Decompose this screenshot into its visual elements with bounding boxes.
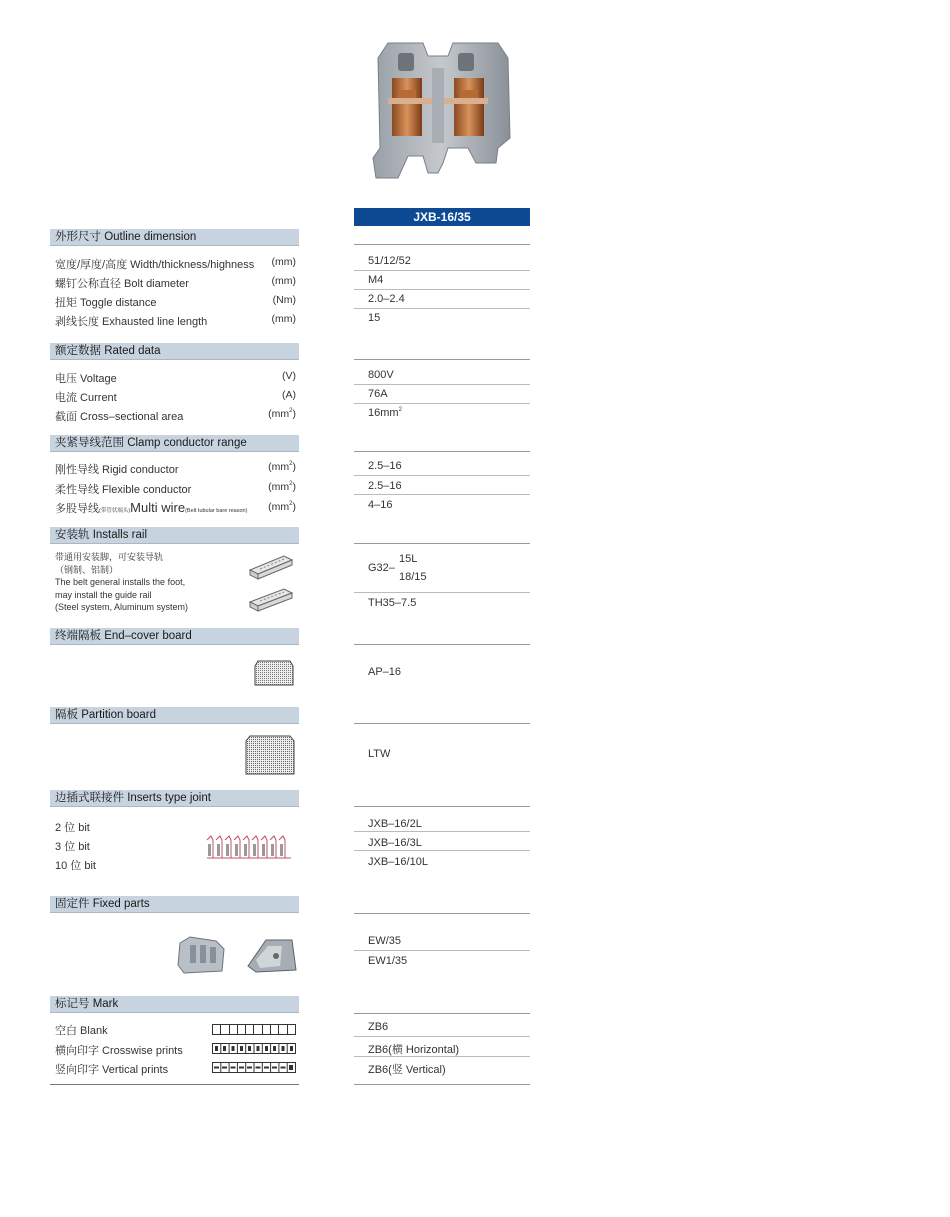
row-value: 76A (368, 388, 388, 400)
row-label: 电流 Current (55, 392, 117, 404)
row-label: 剥线长度 Exhausted line length (55, 316, 208, 328)
rule (354, 592, 530, 593)
row-unit: (mm) (271, 313, 296, 325)
row-value: ZB6 (368, 1021, 389, 1033)
row-value: JXB–16/10L (368, 856, 428, 868)
row-unit-sq: $(mm^2)$ (268, 501, 296, 513)
rule (354, 644, 530, 645)
terminal-block-image (368, 38, 516, 182)
row-value: 2.0–2.4 (368, 293, 405, 305)
rule (354, 806, 530, 807)
rail-note: 带通用安装脚，可安装导轨 （钢制、铝制） The belt general installs the foot, may install the guide rail (Steel system, Aluminum system) (55, 552, 189, 612)
row-value: 15 (368, 312, 381, 324)
row-label: 竖向印字 Vertical prints (55, 1064, 169, 1076)
section-header-mark: 标记号 Mark (50, 996, 299, 1013)
row-label: 螺钉公称直径 Bolt diameter (55, 278, 189, 290)
row-label-multiwire: 多股导线(带管状端头)Multi wire(Belt tubular bare reason) (55, 500, 248, 515)
row-label: 扭矩 Toggle distance (55, 297, 157, 309)
rail-value-top: 15L (399, 553, 418, 565)
row-label: 3 位 bit (55, 841, 90, 853)
partition-image (245, 735, 295, 775)
rule (354, 831, 530, 832)
row-value: 2.5–16 (368, 480, 402, 492)
row-value: ZB6(横 Horizontal) (368, 1044, 460, 1056)
mark-vertical-icon (212, 1062, 296, 1073)
row-label: 10 位 bit (55, 860, 96, 872)
rule (354, 244, 530, 245)
row-label: 2 位 bit (55, 822, 90, 834)
rule (354, 494, 530, 495)
row-unit: (Nm) (272, 294, 296, 306)
bottom-rule-right (354, 1084, 530, 1085)
row-unit: (V) (282, 370, 296, 382)
mark-crosswise-icon (212, 1043, 296, 1054)
rail-value2: TH35–7.5 (368, 597, 417, 609)
row-unit-sq: $(mm^2)$ (268, 408, 296, 420)
rail-value-bottom: 18/15 (399, 571, 427, 583)
rule (354, 403, 530, 404)
section-header-fixed: 固定件 Fixed parts (50, 896, 299, 913)
mark-blank-icon (212, 1024, 296, 1035)
endcover-image (254, 660, 294, 686)
row-label: 柔性导线 Flexible conductor (55, 484, 192, 496)
product-title: JXB-16/35 (354, 208, 530, 226)
fixed-part-image-1 (176, 935, 228, 975)
row-label: 横向印字 Crosswise prints (55, 1045, 183, 1057)
row-label: 截面 Cross–sectional area (55, 411, 184, 423)
rule (354, 270, 530, 271)
row-label: 刚性导线 Rigid conductor (55, 464, 179, 476)
row-unit: (mm) (271, 256, 296, 268)
fixed-part-image-2 (246, 936, 298, 974)
row-value: 800V (368, 369, 394, 381)
row-value: 51/12/52 (368, 255, 411, 267)
rule (354, 475, 530, 476)
rule (354, 1056, 530, 1057)
row-unit-sq: $(mm^2)$ (268, 461, 296, 473)
bottom-rule-left (50, 1084, 299, 1085)
row-value: JXB–16/3L (368, 837, 422, 849)
section-header-outline: 外形尺寸 Outline dimension (50, 229, 299, 246)
insert-joint-image (205, 834, 293, 862)
rule (354, 289, 530, 290)
row-unit: (A) (282, 389, 296, 401)
endcover-value: AP–16 (368, 666, 402, 678)
row-value: M4 (368, 274, 384, 286)
rule (354, 359, 530, 360)
section-header-rated: 额定数据 Rated data (50, 343, 299, 360)
fixed-value-1: EW/35 (368, 935, 402, 947)
section-header-inserts: 边插式联接件 Inserts type joint (50, 790, 299, 807)
row-unit-sq: $(mm^2)$ (268, 481, 296, 493)
partition-value: LTW (368, 748, 391, 760)
row-unit: (mm) (271, 275, 296, 287)
rail-image-bottom (246, 586, 296, 614)
section-header-partition: 隔板 Partition board (50, 707, 299, 724)
row-value: JXB–16/2L (368, 818, 422, 830)
rule (354, 308, 530, 309)
section-header-clamp: 夹紧导线范围 Clamp conductor range (50, 435, 299, 452)
rule (354, 543, 530, 544)
row-value: 2.5–16 (368, 460, 402, 472)
rule (354, 1013, 530, 1014)
rule (354, 950, 530, 951)
section-header-rail: 安装轨 Installs rail (50, 527, 299, 544)
row-value: ZB6(竖 Vertical) (368, 1064, 446, 1076)
rail-image-top (246, 552, 296, 582)
row-label: 宽度/厚度/高度 Width/thickness/highness (55, 259, 255, 271)
row-value-sq: $16mm^2$ (368, 407, 402, 419)
rule (354, 451, 530, 452)
rule (354, 850, 530, 851)
row-label: 电压 Voltage (55, 373, 117, 385)
rule (354, 913, 530, 914)
row-label: 空白 Blank (55, 1025, 108, 1037)
rule (354, 384, 530, 385)
fixed-value-2: EW1/35 (368, 955, 408, 967)
rule (354, 723, 530, 724)
rule (354, 1036, 530, 1037)
section-header-endcover: 终端隔板 End–cover board (50, 628, 299, 645)
rail-value-prefix: G32– (368, 562, 395, 574)
row-value: 4–16 (368, 499, 393, 511)
